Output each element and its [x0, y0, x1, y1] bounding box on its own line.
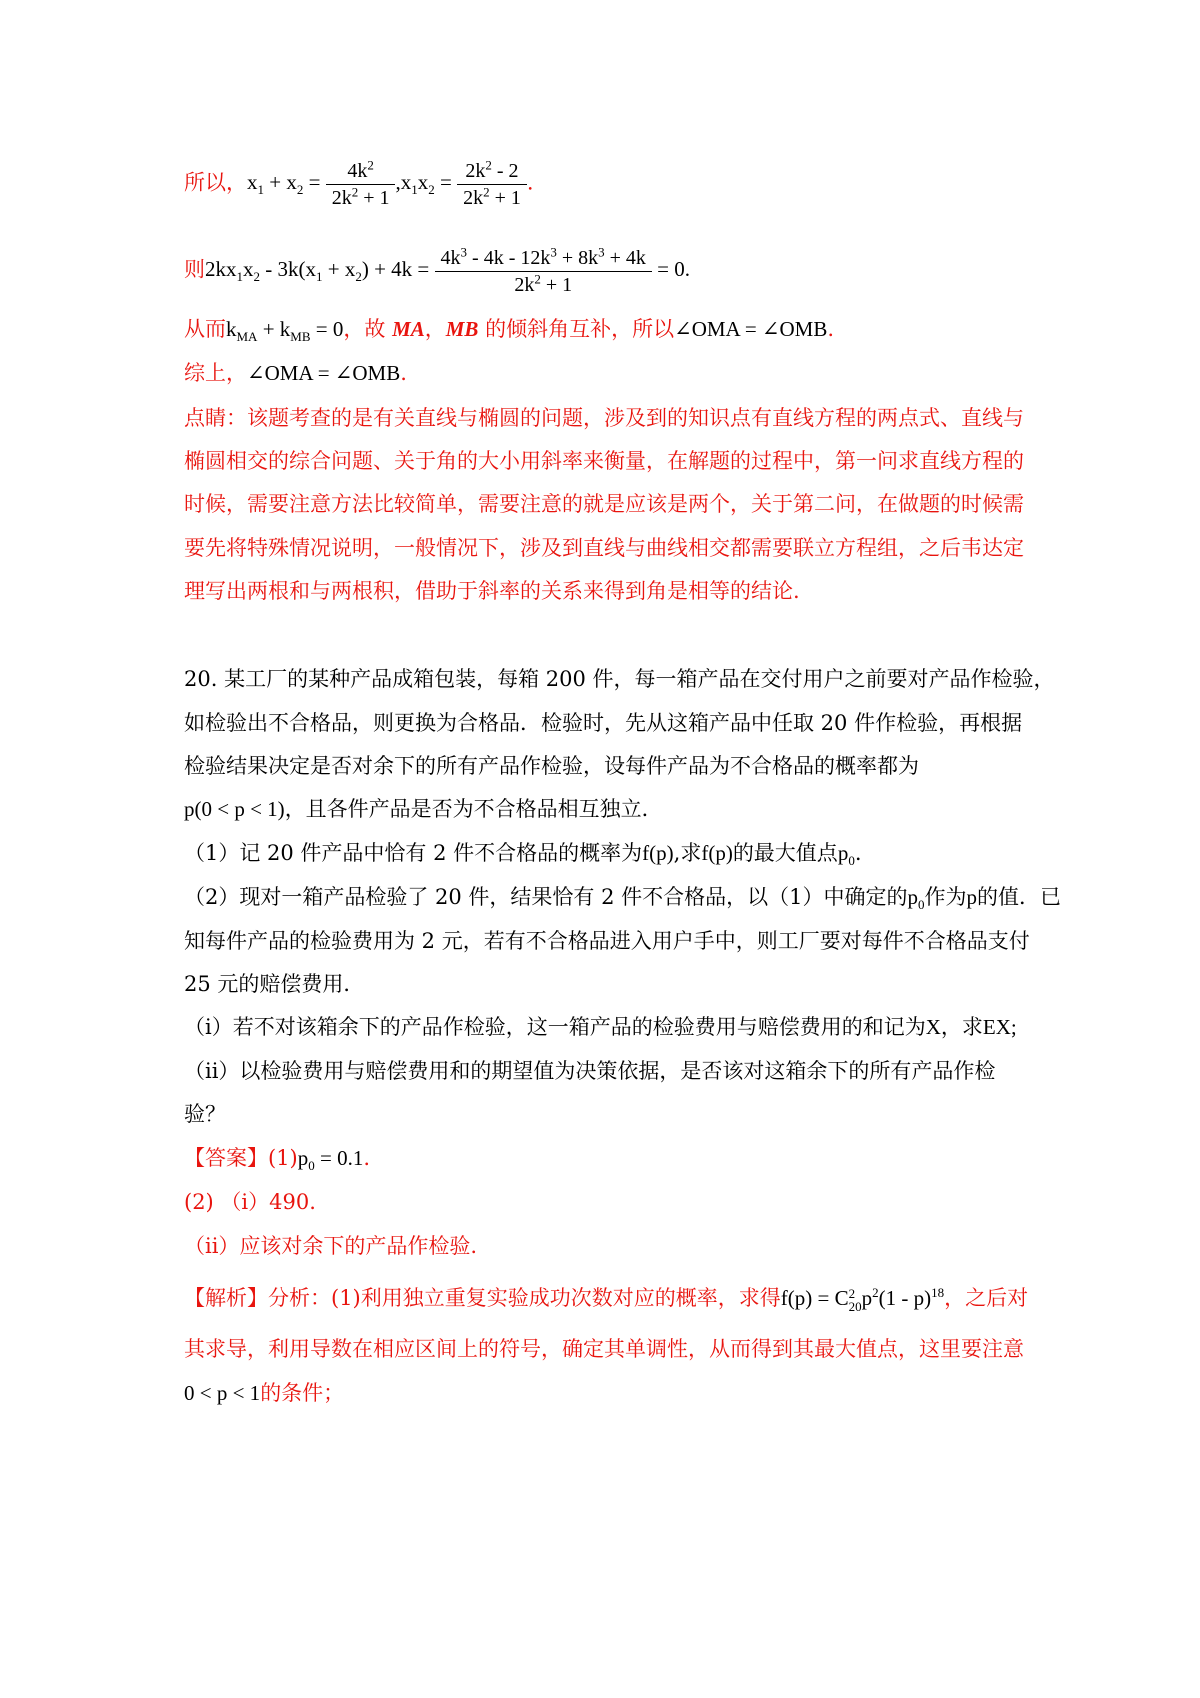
- analysis-line-2: 其求导，利用导数在相应区间上的符号，确定其单调性，从而得到其最大值点，这里要注意: [184, 1337, 1024, 1361]
- comment-line-4: 要先将特殊情况说明，一般情况下，涉及到直线与曲线相交都需要联立方程组，之后韦达定: [184, 536, 1024, 560]
- angle-expr: ∠OMA = ∠OMB: [674, 317, 828, 341]
- mb-label: MB: [445, 317, 479, 341]
- ma-label: MA: [392, 317, 425, 341]
- math-expr: $k_{MA} + k_{MB} = 0$: [226, 317, 344, 345]
- question-line-2: 如检验出不合格品，则更换为合格品．检验时，先从这箱产品中任取 20 件作检验，再根据: [184, 711, 1023, 735]
- comment-line-1: 点睛：该题考查的是有关直线与椭圆的问题，涉及到的知识点有直线方程的两点式、直线与: [184, 406, 1024, 430]
- subquestion-i: （i）若不对该箱余下的产品作检验，这一箱产品的检验费用与赔偿费用的和记为X，求EX;: [184, 1015, 1017, 1039]
- subquestion-1: （1）记 20 件产品中恰有 2 件不合格品的概率为f(p),求f(p)的最大值点$p_0$.: [184, 841, 862, 869]
- fraction: $\frac{2k^2 - 2}{2k^2 + 1}$: [457, 158, 527, 211]
- math-expr: $2kx_1x_2 - 3k(x_1 + x_2) + 4k$ = $\frac{4k^3 - 4k - 12k^3 + 8k^3 + 4k}{2k^2 + 1}$ = 0.: [205, 244, 691, 296]
- subquestion-2: （2）现对一箱产品检验了 20 件，结果恰有 2 件不合格品，以（1）中确定的$p_0$作为p的值．已: [184, 885, 1062, 913]
- comment-line-5: 理写出两根和与两根积，借助于斜率的关系来得到角是相等的结论.: [184, 579, 800, 603]
- answer-line-2: (2) （i）490.: [184, 1190, 316, 1214]
- subquestion-ii: （ii）以检验费用与赔偿费用和的期望值为决策依据，是否该对这箱余下的所有产品作检: [184, 1059, 996, 1083]
- sum-product-line: 所以，$x_1 + x_2$ = $\frac{4k^2}{2k^2 + 1}$ $,x_1x_2$ = $\frac{2k^2 - 2}{2k^2 + 1}$ .: [184, 157, 534, 209]
- answer-tag: 【答案】: [184, 1146, 268, 1170]
- conclusion-line: 从而$k_{MA} + k_{MB} = 0$，故 MA，MB 的倾斜角互补，所以∠OMA = ∠OMB.: [184, 317, 835, 345]
- prefix-text: 所以，: [184, 170, 247, 195]
- question-line-4: p(0 < p < 1)，且各件产品是否为不合格品相互独立．: [184, 797, 663, 821]
- summary-line: 综上，∠OMA = ∠OMB.: [184, 361, 407, 385]
- slope-sum-line: [184, 245, 690, 298]
- prefix-text: 则: [184, 257, 205, 282]
- answer-line-1: 【答案】$(1)p_0 = 0.1$.: [184, 1146, 371, 1174]
- fraction: $\frac{4k^2}{2k^2 + 1}$: [326, 158, 396, 211]
- subquestion-2-end: 25 元的赔偿费用．: [184, 972, 365, 996]
- comment-line-2: 椭圆相交的综合问题、关于角的大小用斜率来衡量，在解题的过程中，第一问求直线方程的: [184, 449, 1024, 473]
- analysis-line-3: 0 < p < 1的条件；: [184, 1381, 345, 1405]
- prefix-text: 从而: [184, 317, 226, 341]
- question-line-3: 检验结果决定是否对余下的所有产品作检验，设每件产品为不合格品的概率都为: [184, 754, 919, 778]
- analysis-line-1: 【解析】分析：(1)利用独立重复实验成功次数对应的概率，求得f(p) = C 2 20 $p^2(1 - p)^{18}$，之后对: [184, 1285, 1029, 1315]
- angle-expr: ∠OMA = ∠OMB: [247, 361, 401, 385]
- fraction: $\frac{4k^3 - 4k - 12k^3 + 8k^3 + 4k}{2k^2 + 1}$: [435, 245, 652, 298]
- subquestion-2-cont: 知每件产品的检验费用为 2 元，若有不合格品进入用户手中，则工厂要对每件不合格品支付: [184, 929, 1030, 953]
- prefix-text: 综上，: [184, 361, 247, 385]
- analysis-tag: 【解析】: [184, 1286, 268, 1310]
- comment-line-3: 时候，需要注意方法比较简单，需要注意的就是应该是两个，关于第二问，在做题的时候需: [184, 492, 1024, 516]
- answer-line-3: （ii）应该对余下的产品作检验.: [184, 1234, 478, 1258]
- subquestion-ii-end: 验？: [184, 1102, 226, 1126]
- math-expr: $x_1 + x_2$ = $\frac{4k^2}{2k^2 + 1}$ $,x_1x_2$ = $\frac{2k^2 - 2}{2k^2 + 1}$: [247, 170, 527, 194]
- question-line-1: 20. 某工厂的某种产品成箱包装，每箱 200 件，每一箱产品在交付用户之前要对产品作检验，: [184, 667, 1055, 691]
